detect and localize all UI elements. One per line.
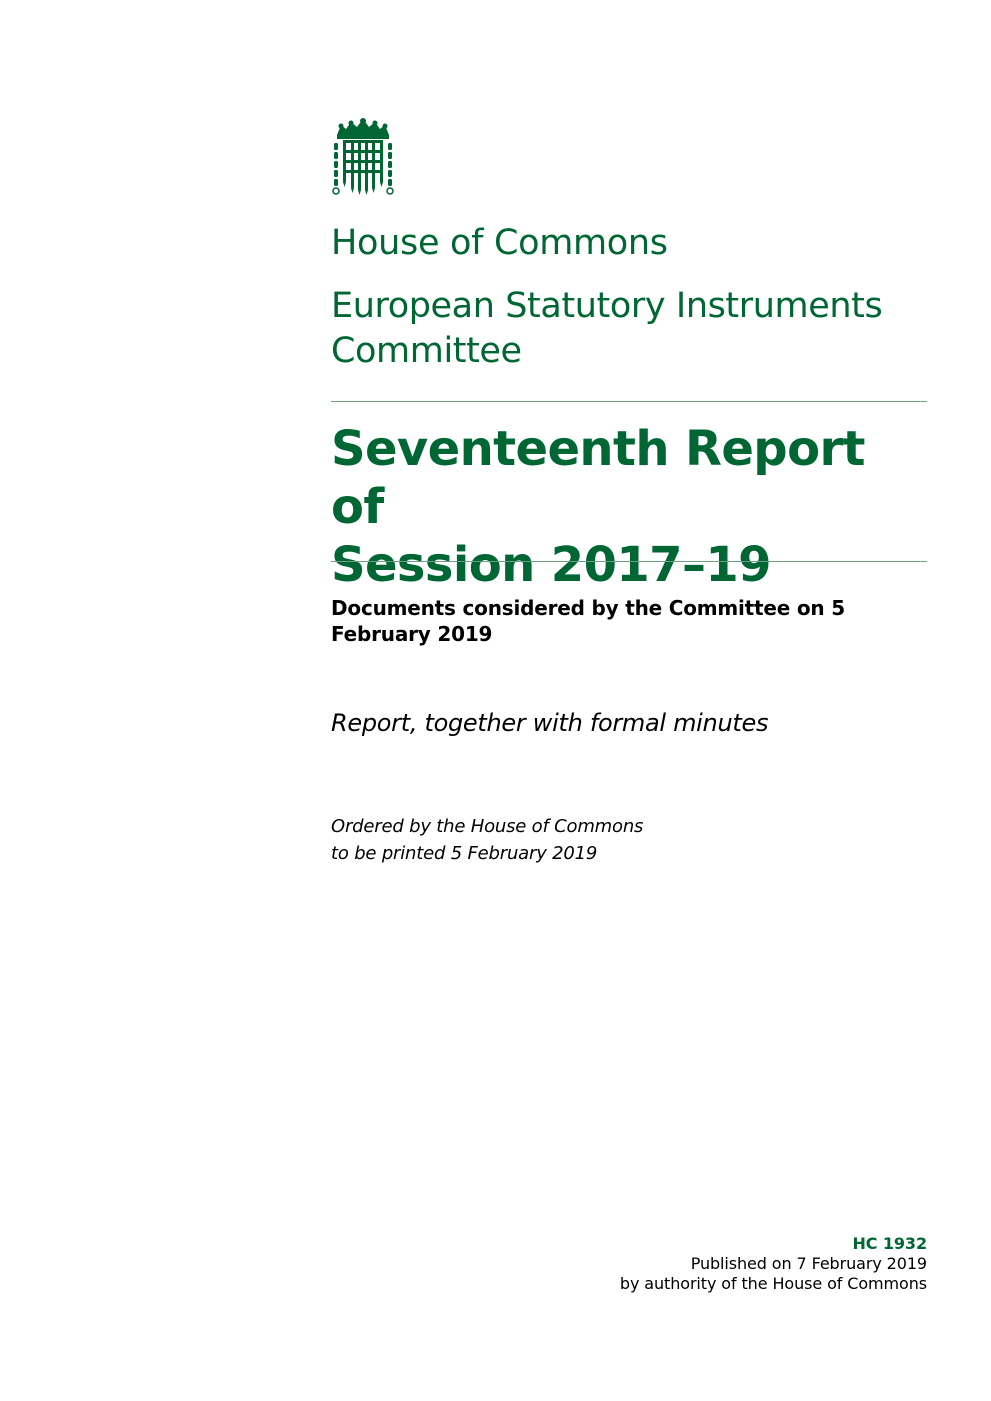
report-title <box>331 420 931 594</box>
report-title-line-1: Seventeenth Report of <box>331 421 865 535</box>
imprint <box>620 1234 927 1294</box>
report-subject: Documents considered by the Committee on 5 February 2019 <box>331 596 845 646</box>
printing-order <box>331 813 643 867</box>
hc-number: HC 1932 <box>852 1234 927 1253</box>
house-name: House of Commons <box>331 223 668 263</box>
report-type: Report, together with formal minutes <box>331 709 769 737</box>
divider-bottom <box>331 561 927 562</box>
committee-name: European Statutory Instruments Committee <box>331 286 883 371</box>
publication-authority: by authority of the House of Commons <box>619 1274 927 1293</box>
divider-top <box>331 401 927 402</box>
report-title-line-2: Session 2017–19 <box>331 537 771 593</box>
report-cover-page <box>331 0 927 1401</box>
printing-order-line-2: to be printed 5 February 2019 <box>331 843 598 864</box>
portcullis-icon <box>331 117 395 197</box>
publication-date: Published on 7 February 2019 <box>690 1254 927 1273</box>
printing-order-line-1: Ordered by the House of Commons <box>331 816 644 837</box>
